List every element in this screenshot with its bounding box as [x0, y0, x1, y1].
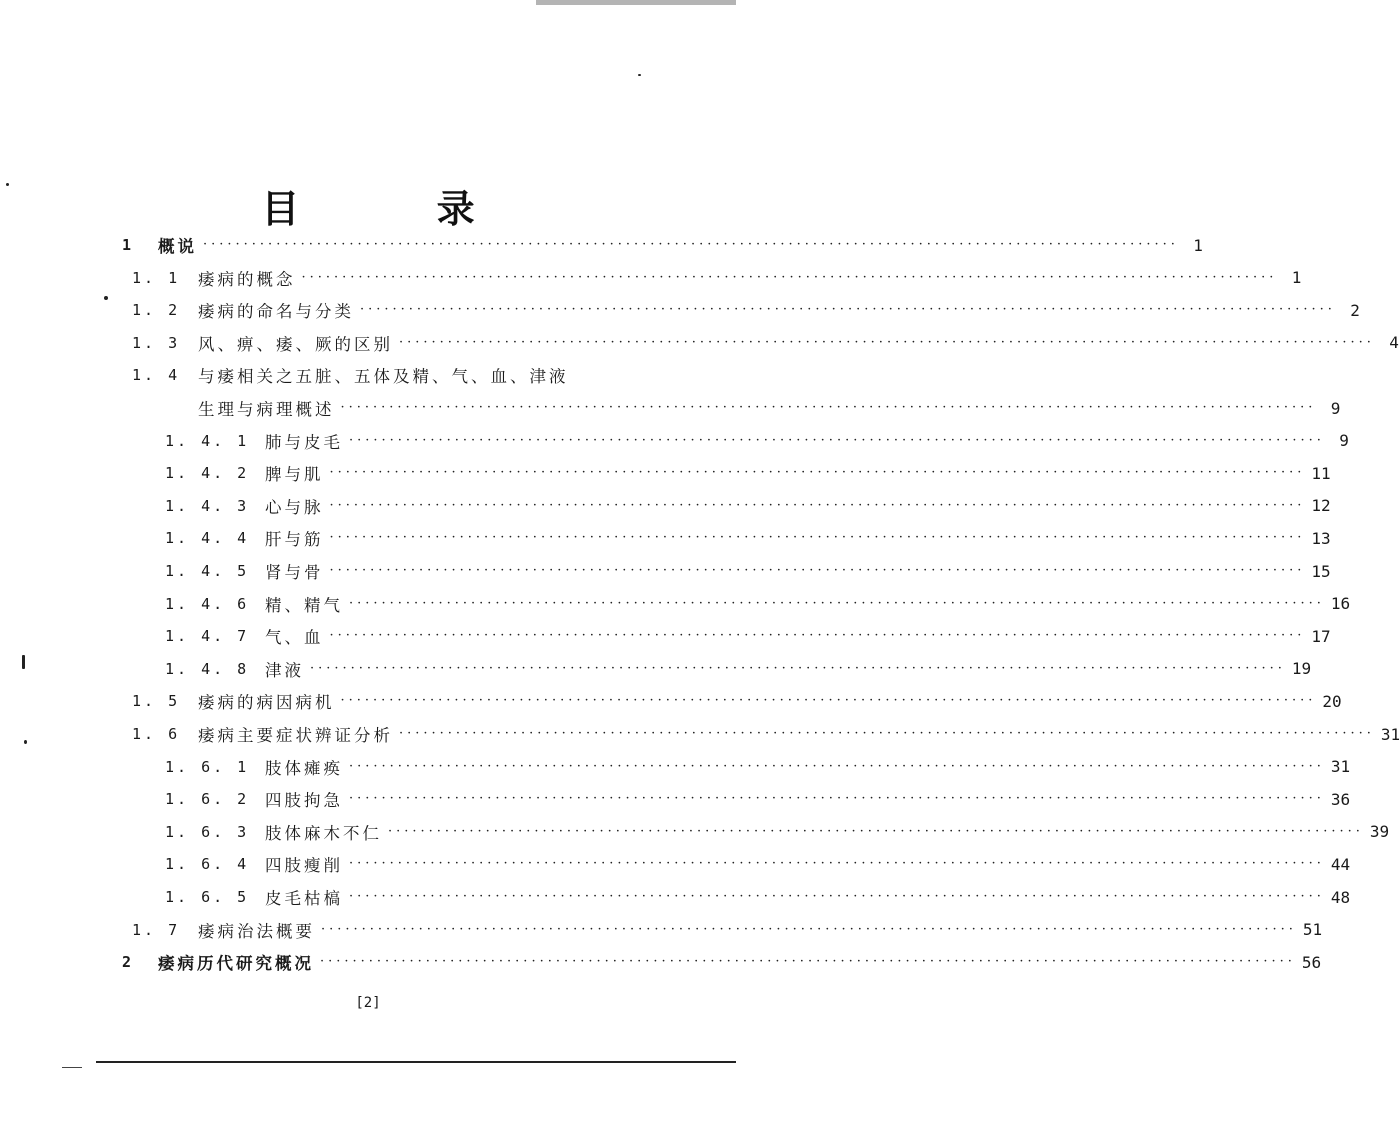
toc-entry-page: 13 [1311, 528, 1331, 548]
toc-entry-label: 肢体麻木不仁 [265, 823, 382, 843]
toc-entry [165, 555, 1331, 587]
toc-entry [165, 848, 1351, 880]
toc-entry-number: 1. 6. 5 [165, 888, 250, 906]
toc-entry-number: 1. 5 [132, 692, 181, 711]
toc-entry [165, 588, 1351, 620]
toc-entry-label: 肺与皮毛 [265, 432, 343, 452]
toc-leader-dots: ························································································································ [321, 921, 1297, 937]
toc-entry [132, 327, 1399, 359]
toc-entry-label: 风、痹、痿、厥的区别 [198, 334, 393, 354]
toc-leader-dots: ························································································································ [310, 660, 1286, 676]
toc-entry-page: 17 [1311, 626, 1331, 646]
toc-entry-number: 1. 6. 1 [165, 757, 250, 776]
toc-entry-label: 痿病治法概要 [198, 921, 315, 941]
toc-entry-label: 肝与筋 [265, 530, 324, 550]
toc-entry-page: 16 [1330, 594, 1351, 614]
toc-entry-page: 9 [1339, 431, 1349, 451]
toc-entry-page: 15 [1311, 561, 1331, 581]
toc-entry [165, 457, 1331, 489]
toc-leader-dots: ························································································································ [399, 334, 1375, 350]
toc-entry-label: 与痿相关之五脏、五体及精、气、血、津液 [198, 367, 569, 387]
toc-entry-label: 痿病的病因病机 [198, 693, 335, 713]
toc-entry-page: 51 [1302, 920, 1323, 940]
toc-leader-dots: ························································································································ [329, 628, 1306, 644]
scan-speck [22, 655, 25, 669]
toc-entry [132, 718, 1400, 750]
toc-entry [165, 653, 1312, 685]
toc-leader-dots: ························································································································ [349, 758, 1325, 774]
toc-entry-number: 2 [122, 953, 135, 972]
toc-leader-dots: ························································································································ [340, 693, 1317, 709]
page-number-footer: [2] [355, 995, 381, 1011]
toc-entry-label: 肢体瘫痪 [265, 758, 343, 778]
toc-leader-dots: ························································································································ [329, 563, 1306, 578]
toc-entry [165, 522, 1331, 554]
scan-speck [104, 296, 108, 300]
toc-leader-dots: ························································································································ [349, 889, 1325, 904]
toc-entry-page: 19 [1291, 659, 1312, 679]
toc-entry-number: 1. 4. 2 [165, 464, 250, 483]
toc-entry-number: 1. 4. 6 [165, 594, 250, 613]
toc-entry-number: 1 [122, 236, 135, 254]
toc-entry-label: 概说 [158, 237, 197, 256]
bottom-rule [96, 1061, 736, 1063]
toc-entry-number: 1. 6. 3 [165, 822, 250, 841]
toc-entry [132, 914, 1323, 946]
toc-entry-number: 1. 6. 4 [165, 855, 250, 874]
toc-entry-page: 36 [1330, 789, 1351, 809]
toc-entry-label: 痿病历代研究概况 [158, 954, 314, 974]
scan-speck [638, 74, 641, 76]
toc-entry-number: 1. 7 [132, 920, 181, 939]
toc-entry [122, 946, 1322, 978]
toc-entry-number: 1. 4 [132, 366, 181, 385]
toc-leader-dots: ························································································································ [349, 595, 1325, 611]
toc-entry-number: 1. 6 [132, 725, 181, 743]
toc-leader-dots: ························································································································ [329, 497, 1306, 513]
toc-entry-page: 39 [1369, 822, 1390, 842]
toc-entry-page: 56 [1301, 952, 1322, 972]
toc-entry-number: 1. 4. 8 [165, 659, 250, 678]
toc-entry-label: 痿病主要症状辨证分析 [198, 726, 393, 745]
toc-entry [165, 783, 1351, 815]
toc-entry-page: 1 [1291, 268, 1302, 288]
toc-entry-label: 皮毛枯槁 [265, 889, 343, 908]
toc-entry-number: 1. 4. 5 [165, 562, 250, 580]
toc-entry-number: 1. 4. 3 [165, 496, 250, 515]
toc-entry [165, 425, 1349, 457]
toc-entry-label: 心与脉 [265, 497, 324, 517]
page-title: 目 录 [261, 186, 537, 231]
toc-entry-number: 1. 4. 7 [165, 627, 250, 646]
toc-entry-number: 1. 6. 2 [165, 790, 250, 809]
toc-entry [165, 881, 1351, 913]
toc-entry-number: 1. 3 [132, 333, 181, 352]
toc-leader-dots: ························································································································ [320, 954, 1296, 970]
toc-entry-page: 11 [1311, 463, 1331, 483]
toc-entry-page: 31 [1380, 724, 1400, 744]
toc-entry-label: 痿病的概念 [198, 269, 296, 289]
toc-entry-label: 精、精气 [265, 595, 343, 615]
toc-entry [198, 392, 1341, 424]
toc-leader-dots: ························································································································ [388, 823, 1364, 839]
scan-speck [6, 183, 9, 186]
toc-leader-dots: ························································································································ [360, 302, 1336, 318]
toc-leader-dots: ························································································································ [329, 530, 1306, 546]
toc-entry-page: 1 [1193, 235, 1203, 255]
toc-entry-page: 20 [1322, 691, 1342, 711]
toc-entry [132, 359, 656, 391]
toc-leader-dots: ························································································································ [301, 269, 1278, 285]
toc-leader-dots: ························································································································ [329, 465, 1306, 481]
toc-entry-page: 9 [1330, 398, 1341, 418]
scan-speck [24, 740, 27, 744]
toc-entry-label: 津液 [265, 660, 304, 680]
toc-entry [122, 229, 1203, 261]
toc-entry [132, 294, 1360, 326]
toc-entry-number: 1. 2 [132, 301, 181, 320]
toc-entry-label: 气、血 [265, 628, 324, 648]
toc-leader-dots: ························································································································ [203, 237, 1179, 252]
toc-entry [165, 490, 1331, 522]
header-edge-mark [536, 0, 736, 5]
toc-entry [165, 751, 1351, 783]
toc-entry [132, 262, 1302, 294]
toc-entry-page: 44 [1330, 854, 1351, 874]
toc-entry-page: 2 [1350, 300, 1360, 320]
toc-entry-page: 31 [1330, 757, 1351, 777]
toc-leader-dots: ························································································································ [349, 856, 1325, 872]
toc-leader-dots: ························································································································ [399, 726, 1375, 741]
toc-entry-label: 脾与肌 [265, 465, 324, 485]
toc-entry-label: 生理与病理概述 [198, 400, 335, 419]
toc-entry-number: 1. 1 [132, 268, 181, 287]
toc-leader-dots: ························································································································ [340, 400, 1317, 415]
toc-leader-dots: ························································································································ [349, 791, 1325, 807]
toc-entry [165, 816, 1390, 848]
toc-entry-number: 1. 4. 4 [165, 529, 250, 548]
toc-entry-label: 四肢拘急 [265, 791, 343, 811]
toc-entry [132, 685, 1342, 717]
toc-entry-label: 痿病的命名与分类 [198, 302, 354, 322]
toc-entry-page: 48 [1330, 887, 1351, 907]
toc-entry-number: 1. 4. 1 [165, 431, 250, 450]
toc-entry-label: 肾与骨 [265, 563, 324, 582]
bottom-rule-short [62, 1067, 82, 1068]
toc-leader-dots: ························································································································ [349, 432, 1325, 448]
toc-entry [165, 620, 1331, 652]
toc-entry-page: 4 [1389, 333, 1399, 353]
toc-entry-page: 12 [1311, 496, 1331, 516]
toc-entry-label: 四肢瘦削 [265, 856, 343, 876]
